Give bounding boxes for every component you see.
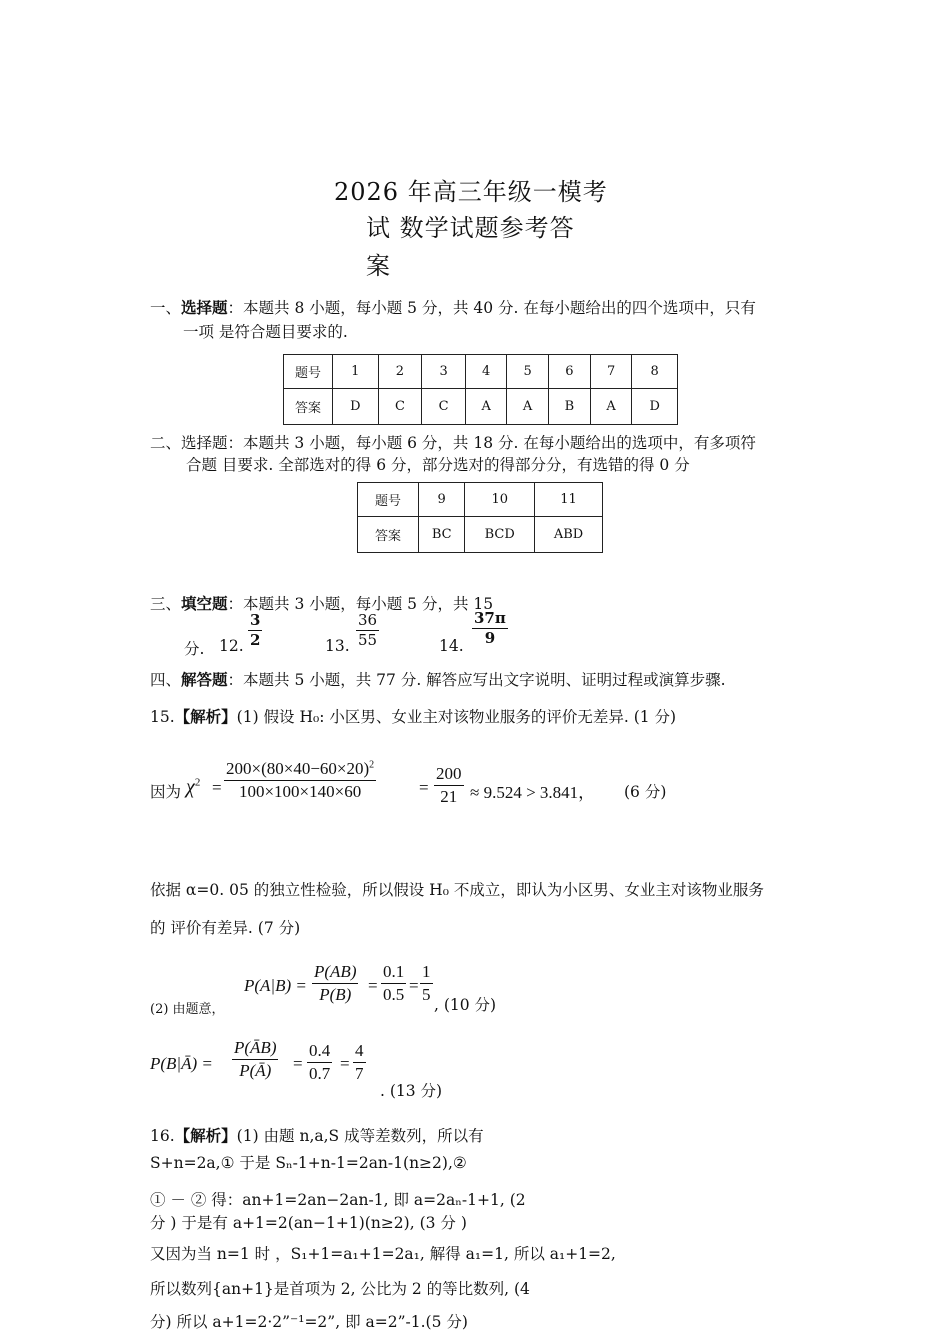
q16-line-3: ① － ② 得：an+1=2an−2an-1, 即 a=2aₙ-1+1, (2 bbox=[150, 1191, 526, 1209]
q15-part2-label: (2) 由题意， bbox=[150, 1002, 225, 1017]
q13-numerator: 36 bbox=[358, 611, 378, 629]
table1-number: 5 bbox=[507, 355, 548, 389]
title-line-3: 案 bbox=[366, 252, 391, 280]
p2-mid-bar bbox=[307, 1062, 332, 1063]
table2-answer-row bbox=[358, 517, 603, 553]
q13-denominator: 55 bbox=[358, 631, 378, 650]
q15-hypothesis: (1) 假设 H₀: 小区男、女业主对该物业服务的评价无差异. (1 分) bbox=[236, 708, 677, 726]
table1-number: 3 bbox=[422, 355, 466, 389]
p1-result-bar bbox=[420, 983, 433, 984]
p2-mid-numerator: 0.4 bbox=[309, 1041, 331, 1060]
p2-denominator: P(Ā) bbox=[239, 1060, 272, 1080]
chi-numerator bbox=[224, 759, 376, 779]
table1-number: 4 bbox=[465, 355, 506, 389]
table2-answer: BCD bbox=[465, 517, 535, 553]
q16-number: 16. bbox=[150, 1127, 175, 1145]
table1-number: 6 bbox=[548, 355, 590, 389]
q16-line-2: S+n=2a,① 于是 Sₙ-1+n-1=2an-1(n≥2),② bbox=[150, 1154, 467, 1172]
table1-number: 1 bbox=[333, 355, 379, 389]
table2-number: 11 bbox=[535, 483, 603, 517]
section1-line-2: 一项 是符合题目要求的. bbox=[183, 323, 348, 341]
p1-mid-fraction bbox=[381, 962, 406, 1004]
chi-numerator-exp: 2 bbox=[369, 759, 375, 771]
p2-equals-2: = bbox=[340, 1054, 350, 1073]
q16-tag: 【解析】 bbox=[174, 1126, 237, 1145]
section3-text: ：本题共 3 小题，每小题 5 分，共 15 bbox=[227, 595, 494, 613]
q16-line-6: 所以数列{an+1}是首项为 2, 公比为 2 的等比数列, (4 bbox=[150, 1280, 530, 1298]
section4-text: ：本题共 5 小题，共 77 分. 解答应写出文字说明、证明过程或演算步骤. bbox=[227, 671, 726, 689]
q15-line-1 bbox=[150, 705, 676, 727]
table2-answer: ABD bbox=[535, 517, 603, 553]
chi-fraction-result bbox=[434, 764, 464, 806]
p2-result-fraction bbox=[353, 1041, 366, 1083]
table1-answer: D bbox=[333, 389, 379, 425]
q15-score-10: , (10 分) bbox=[434, 996, 497, 1014]
p1-mid-bar bbox=[381, 983, 406, 984]
section2-line-2: 合题 目要求. 全部选对的得 6 分，部分选对的得部分分，有选错的得 0 分 bbox=[186, 456, 690, 474]
table2-header-label: 题号 bbox=[358, 483, 419, 517]
section3-line-1 bbox=[150, 592, 493, 614]
q12-denominator: 2 bbox=[250, 631, 261, 650]
chi-result-bar bbox=[434, 785, 464, 786]
table1-answer: C bbox=[378, 389, 422, 425]
p2-result-denominator: 7 bbox=[355, 1063, 364, 1083]
table1-answer: A bbox=[507, 389, 548, 425]
q15-score-6: (6 分) bbox=[624, 783, 667, 801]
q12-answer bbox=[248, 612, 262, 650]
table2-answer-label: 答案 bbox=[358, 517, 419, 553]
section4-line bbox=[150, 668, 726, 690]
section1-label: 选择题 bbox=[181, 298, 228, 317]
table1-answer: C bbox=[422, 389, 466, 425]
table1-answer-row bbox=[284, 389, 678, 425]
q14-denominator: 9 bbox=[484, 629, 496, 648]
q12-label: 12. bbox=[219, 637, 244, 655]
section1-prefix: 一、 bbox=[150, 299, 182, 317]
p1-result-numerator: 1 bbox=[422, 962, 431, 981]
q15-conclusion-2: 的 评价有差异. (7 分) bbox=[150, 919, 301, 937]
p2-numerator: P(ĀB) bbox=[234, 1038, 277, 1057]
q14-numerator: 37π bbox=[474, 609, 506, 627]
p1-mid-numerator: 0.1 bbox=[383, 962, 405, 981]
table1-number-row bbox=[284, 355, 678, 389]
table1-number: 7 bbox=[590, 355, 631, 389]
p2-lhs: P(B|Ā) = bbox=[150, 1054, 213, 1073]
table1-header-label: 题号 bbox=[284, 355, 333, 389]
answer-table-2 bbox=[357, 482, 603, 553]
q14-label: 14. bbox=[439, 637, 464, 655]
p2-mid-denominator: 0.7 bbox=[309, 1063, 331, 1083]
answer-table-1 bbox=[283, 354, 678, 425]
p1-fraction bbox=[312, 962, 358, 1004]
table2-answer: BC bbox=[419, 517, 465, 553]
table1-number: 2 bbox=[378, 355, 422, 389]
q13-answer bbox=[356, 612, 379, 650]
chi-result-numerator: 200 bbox=[436, 764, 462, 783]
section4-label: 解答题 bbox=[181, 670, 228, 689]
p1-numerator: P(AB) bbox=[314, 962, 357, 981]
chi-fraction-bar bbox=[224, 780, 376, 781]
p2-result-numerator: 4 bbox=[355, 1041, 364, 1060]
q15-tag: 【解析】 bbox=[174, 707, 237, 726]
chi-equals-2: = bbox=[419, 778, 429, 797]
table1-number: 8 bbox=[632, 355, 678, 389]
chi-square-exp: 2 bbox=[194, 776, 201, 789]
p1-result-denominator: 5 bbox=[422, 984, 431, 1004]
section3-prefix: 三、 bbox=[150, 595, 182, 613]
q16-line-7: 分) 所以 a+1=2·2”⁻¹=2”, 即 a=2”-1.(5 分) bbox=[150, 1313, 468, 1331]
section1-text: ：本题共 8 小题，每小题 5 分，共 40 分. 在每小题给出的四个选项中，只有 bbox=[227, 299, 756, 317]
p1-equals-2: = bbox=[409, 976, 419, 995]
table1-answer: A bbox=[590, 389, 631, 425]
q12-numerator: 3 bbox=[250, 611, 261, 629]
table2-number-row bbox=[358, 483, 603, 517]
q15-because: 因为 bbox=[150, 783, 182, 801]
section1-line-1 bbox=[150, 296, 756, 318]
q16-line-4: 分 ) 于是有 a+1=2(an−1+1)(n≥2), (3 分 ) bbox=[150, 1214, 467, 1232]
p1-bar bbox=[312, 983, 358, 984]
chi-fraction-main bbox=[224, 759, 376, 801]
chi-result-denominator: 21 bbox=[440, 786, 458, 806]
q16-line-1 bbox=[150, 1124, 484, 1146]
table2-number: 9 bbox=[419, 483, 465, 517]
p1-equals: = bbox=[368, 976, 378, 995]
p2-bar bbox=[232, 1059, 278, 1060]
p2-equals: = bbox=[293, 1054, 303, 1073]
p1-result-fraction bbox=[420, 962, 433, 1004]
q16-line-5: 又因为当 n=1 时 ，S₁+1=a₁+1=2a₁, 解得 a₁=1, 所以 a₁+1=2, bbox=[150, 1245, 616, 1263]
p1-denominator: P(B) bbox=[319, 984, 352, 1004]
section4-prefix: 四、 bbox=[150, 671, 182, 689]
p1-lhs: P(A|B) = bbox=[244, 976, 307, 995]
q15-number: 15. bbox=[150, 708, 175, 726]
chi-letter: χ bbox=[186, 776, 195, 798]
title-line-1: 2026 年高三年级一模考 bbox=[334, 178, 608, 206]
table1-answer: B bbox=[548, 389, 590, 425]
chi-approx: ≈ 9.524 > 3.841， bbox=[470, 783, 596, 802]
q13-label: 13. bbox=[325, 637, 350, 655]
table1-answer: A bbox=[465, 389, 506, 425]
p2-fraction bbox=[232, 1038, 278, 1080]
table1-answer-label: 答案 bbox=[284, 389, 333, 425]
section3-label: 填空题 bbox=[181, 594, 228, 613]
table1-answer: D bbox=[632, 389, 678, 425]
section3-line-2: 分. bbox=[184, 640, 205, 658]
q16-text-1: (1) 由题 n,a,S 成等差数列，所以有 bbox=[236, 1127, 484, 1145]
chi-symbol bbox=[186, 776, 200, 799]
p2-mid-fraction bbox=[307, 1041, 332, 1083]
q15-conclusion-1: 依据 α=0. 05 的独立性检验，所以假设 H₀ 不成立，即认为小区男、女业主对该物业服务 bbox=[150, 881, 764, 899]
q14-answer bbox=[472, 610, 508, 648]
chi-equals: = bbox=[212, 778, 222, 797]
chi-numerator-text: 200×(80×40−60×20) bbox=[226, 759, 370, 778]
p1-mid-denominator: 0.5 bbox=[383, 984, 405, 1004]
title-line-2: 试 数学试题参考答 bbox=[366, 214, 575, 242]
section2-line-1: 二、选择题：本题共 3 小题，每小题 6 分，共 18 分. 在每小题给出的选项中，有多项符 bbox=[150, 434, 756, 452]
table2-number: 10 bbox=[465, 483, 535, 517]
p2-result-bar bbox=[353, 1062, 366, 1063]
chi-denominator: 100×100×140×60 bbox=[238, 781, 362, 801]
q15-score-13: . (13 分) bbox=[380, 1082, 443, 1100]
